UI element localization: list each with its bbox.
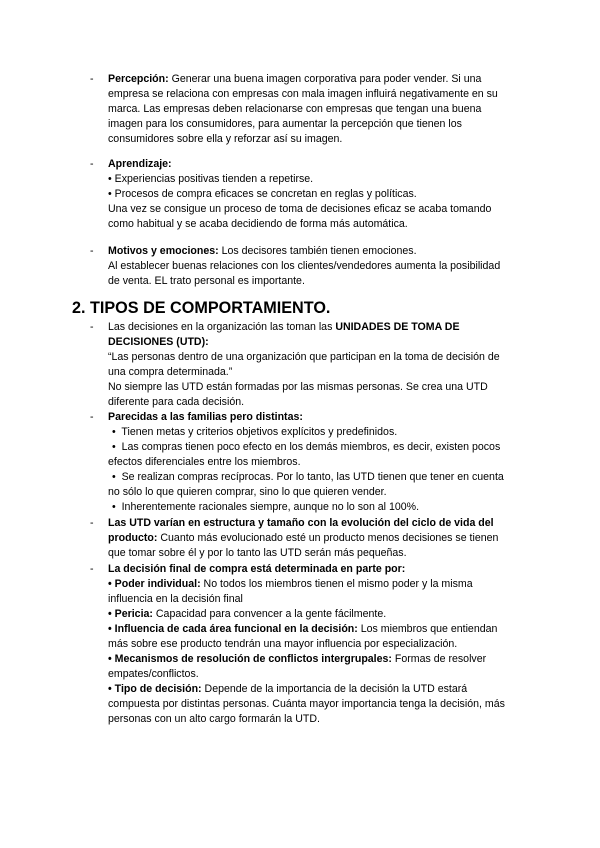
section-heading: 2. TIPOS DE COMPORTAMIENTO. <box>72 299 331 317</box>
tipo-text: Depende de la importancia de la decisión la UTD estará <box>201 683 468 695</box>
familias-bullet-2: Las compras tienen poco efecto en los demás miembros, es decir, existen pocos <box>121 441 501 453</box>
percepcion-title: Percepción: <box>108 73 169 85</box>
poder-text: No todos los miembros tienen el mismo poder y la misma <box>200 578 473 590</box>
varian-title: Las UTD varían en estructura y tamaño con la evolución del ciclo de vida del <box>108 517 494 529</box>
list-item-varian <box>90 516 528 561</box>
list-item-percepcion <box>90 72 528 147</box>
familias-title: Parecidas a las familias pero distintas: <box>108 411 303 423</box>
percepcion-line-2: empresa se relaciona con empresas con mala imagen influirá negativamente en su <box>108 88 498 100</box>
utd-term: UNIDADES DE TOMA DE <box>335 321 460 333</box>
dot-bullet: • <box>112 426 116 438</box>
dot-bullet: • <box>112 501 116 513</box>
dash-bullet: - <box>90 245 94 257</box>
list-item-decision <box>90 562 528 727</box>
list-item-aprendizaje <box>90 157 528 232</box>
dot-bullet: • <box>108 578 112 590</box>
dot-bullet: • <box>112 471 116 483</box>
motivos-title: Motivos y emociones: <box>108 245 219 257</box>
utd-line-5: No siempre las UTD están formadas por las mismas personas. Se crea una UTD <box>108 381 488 393</box>
utd-line-6: diferente para cada decisión. <box>108 396 245 408</box>
familias-bullet-2-cont: efectos diferenciales entre los miembros. <box>108 456 301 468</box>
aprendizaje-line-3: Una vez se consigue un proceso de toma de decisiones eficaz se acaba tomando <box>108 203 492 215</box>
aprendizaje-title: Aprendizaje: <box>108 158 172 170</box>
dash-bullet: - <box>90 321 94 333</box>
list-item-motivos <box>90 244 528 289</box>
motivos-line-2: Al establecer buenas relaciones con los clientes/vendedores aumenta la posibilidad <box>108 260 501 272</box>
familias-bullet-3: Se realizan compras recíprocas. Por lo tanto, las UTD tienen que tener en cuenta <box>121 471 504 483</box>
mecanismos-title: Mecanismos de resolución de conflictos intergrupales: <box>111 653 392 665</box>
varian-title-cont: producto: <box>108 532 158 544</box>
dash-bullet: - <box>90 517 94 529</box>
utd-quote-1: “Las personas dentro de una organización que participan en la toma de decisión de <box>108 351 500 363</box>
aprendizaje-line-4: como habitual y se acaba decidiendo de forma más automática. <box>108 218 408 230</box>
varian-line-3: que tomar sobre él y por lo tanto las UTD serán más pequeñas. <box>108 547 407 559</box>
utd-term-cont: DECISIONES (UTD): <box>108 336 209 348</box>
aprendizaje-bullet-1: Experiencias positivas tienden a repetirse. <box>111 173 314 185</box>
decision-title: La decisión final de compra está determinada en parte por: <box>108 563 406 575</box>
mecanismos-text-cont: empates/conflictos. <box>108 668 199 680</box>
dot-bullet: • <box>108 683 112 695</box>
tipo-text-cont-2: personas con un alto cargo formarán la UTD. <box>108 713 320 725</box>
dash-bullet: - <box>90 563 94 575</box>
pericia-text: Capacidad para convencer a la gente fácilmente. <box>152 608 387 620</box>
utd-line-1: Las decisiones en la organización las toman las <box>108 321 336 333</box>
percepcion-text: Generar una buena imagen corporativa para poder vender. Si una <box>168 73 482 85</box>
aprendizaje-bullet-2: Procesos de compra eficaces se concretan en reglas y políticas. <box>111 188 417 200</box>
influencia-text: Los miembros que entiendan <box>357 623 498 635</box>
dot-bullet: • <box>108 623 112 635</box>
influencia-title: Influencia de cada área funcional en la decisión: <box>111 623 358 635</box>
mecanismos-text: Formas de resolver <box>391 653 487 665</box>
dash-bullet: - <box>90 158 94 170</box>
dash-bullet: - <box>90 411 94 423</box>
percepcion-line-5: consumidores sobre ella y reforzar así su imagen. <box>108 133 343 145</box>
dash-bullet: - <box>90 73 94 85</box>
dot-bullet: • <box>108 653 112 665</box>
tipo-text-cont-1: compuesta por distintas personas. Cuánta mayor importancia tenga la decisión, más <box>108 698 505 710</box>
dot-bullet: • <box>112 441 116 453</box>
list-item-utd <box>90 320 528 410</box>
poder-text-cont: influencia en la decisión final <box>108 593 243 605</box>
motivos-text: Los decisores también tienen emociones. <box>218 245 417 257</box>
percepcion-line-3: marca. Las empresas deben relacionarse con empresas que tengan una buena <box>108 103 482 115</box>
influencia-text-cont: más sobre ese producto tendrán una mayor influencia por especialización. <box>108 638 458 650</box>
tipo-title: Tipo de decisión: <box>111 683 202 695</box>
poder-title: Poder individual: <box>111 578 201 590</box>
percepcion-line-4: imagen para los consumidores, para aumentar la percepción que tienen los <box>108 118 462 130</box>
list-item-familias <box>90 410 528 515</box>
motivos-line-3: de venta. EL trato personal es importante. <box>108 275 305 287</box>
varian-text: Cuanto más evolucionado esté un producto menos decisiones se tienen <box>157 532 499 544</box>
pericia-title: Pericia: <box>111 608 153 620</box>
dot-bullet: • <box>108 173 112 185</box>
dot-bullet: • <box>108 188 112 200</box>
familias-bullet-4: Inherentemente racionales siempre, aunque no lo son al 100%. <box>121 501 420 513</box>
familias-bullet-3-cont: no sólo lo que quieren comprar, sino lo que quieren vender. <box>108 486 387 498</box>
utd-quote-2: una compra determinada.” <box>108 366 233 378</box>
dot-bullet: • <box>108 608 112 620</box>
familias-bullet-1: Tienen metas y criterios objetivos explícitos y predefinidos. <box>121 426 398 438</box>
